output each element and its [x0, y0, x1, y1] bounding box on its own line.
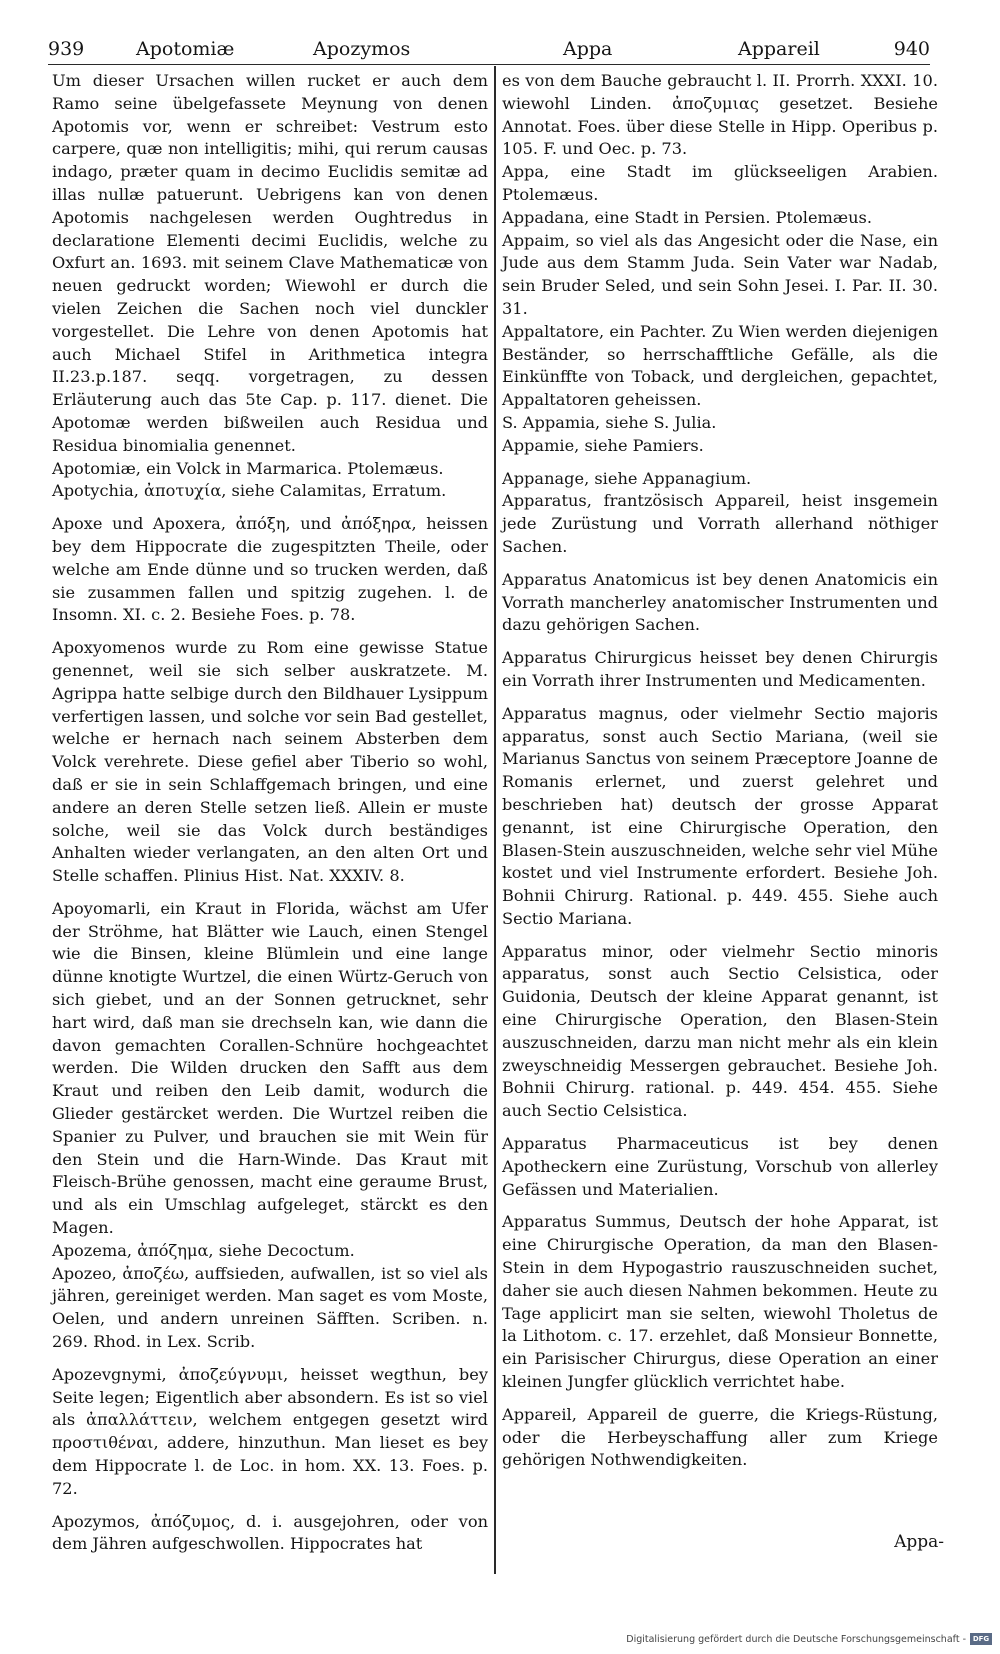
entry-apoxyomenos: Apoxyomenos wurde zu Rom eine gewisse Statue genennet, weil sie sich selber auskratzete. M. Agrippa hatte selbige durch den Bildhauer Lysippum verfertigen lassen, und solche vor sein Bad gestellet, welche er hernach nach seinem Absterben dem Volck verehrete. Diese gefiel aber Tiberio so wohl, daß er sie in sein Schlaffgemach bringen, und eine andere an deren Stelle setzen ließ. Allein er muste solche, weil sie das Volck durch beständiges Anhalten wieder verlangaten, an den alten Ort und Stelle schaffen. Plinius Hist. Nat. XXXIV. 8.	[52, 638, 488, 886]
header-word-left: Apotomiæ	[136, 38, 235, 60]
header-word-right: Appareil	[738, 38, 820, 60]
entry-apozevgnymi: Apozevgnymi, ἀποζεύγνυμι, heisset wegthun, bey Seite legen; Eigentlich aber absondern. Es ist so viel als ἀπαλλάττειν, welchem entgegen gesetzt wird προστιθέναι, addere, hinzuthun. Man lieset es bey dem Hippocrate l. de Loc. in hom. XX. 13. Foes. p. 72.	[52, 1364, 488, 1498]
header-word-center-right: Appa	[563, 38, 613, 60]
catchword: Appa-	[894, 1532, 944, 1552]
page-number-left: 939	[48, 38, 85, 60]
entry-appaim: Appaim, so viel als das Angesicht oder die Nase, ein Jude aus dem Stamm Juda. Sein Vater war Nadab, sein Bruder Seled, und sein Sohn Jesei. I. Par. II. 30. 31.	[502, 230, 938, 318]
entry-apparatus-minor: Apparatus minor, oder vielmehr Sectio minoris apparatus, sonst auch Sectio Celsistica, oder Guidonia, Deutsch der kleine Apparat genannt, ist eine Chirurgische Operation, den Blasen-Stein auszuschneiden, darzu man nicht mehr als ein klein zweyschneidig Messergen gebrauchet. Besiehe Joh. Bohnii Chirurg. rational. p. 449. 454. 455. Siehe auch Sectio Celsistica.	[502, 941, 938, 1121]
entry-apparatus-chirurgicus: Apparatus Chirurgicus heisset bey denen Chirurgis ein Vorrath ihrer Instrumenten und Medicamenten.	[502, 648, 938, 690]
entry-apparatus-pharmaceuticus: Apparatus Pharmaceuticus ist bey denen Apotheckern eine Zurüstung, Vorschub von allerley Gefässen und Materialien.	[502, 1134, 938, 1199]
entry-appanage: Appanage, siehe Appanagium.	[502, 468, 752, 488]
entry-apozema: Apozema, ἀπόζημα, siehe Decoctum.	[52, 1240, 355, 1260]
entry-apotomis-continued: Um dieser Ursachen willen rucket er auch dem Ramo seine übelgefassete Meynung von denen Apotomis vor, wenn er schreibet: Vestrum esto carpere, quæ non intelligitis; mihi, qui rerum causas indago, præter quam in decimo Euclidis semitæ ad illas nullæ patuerunt. Uebrigens kan von denen Apotomis nachgelesen werden Oughtredus in declaratione Elementi decimi Euclidis, welche zu Oxfurt an. 1693. mit seinem Clave Mathematicæ von neuen gedruckt worden; Wiewohl er durch die vielen Zeichen die Sachen noch viel dunckler vorgestellet. Die Lehre von denen Apotomis hat auch Michael Stifel in Arithmetica integra II.23.p.187. seqq. vorgetragen, zu dessen Erläuterung auch das 5te Cap. p. 117. dienet. Die Apotomæ werden bißweilen auch Residua und Residua binomialia genennet.	[52, 71, 488, 455]
entry-appareil: Appareil, Appareil de guerre, die Kriegs-Rüstung, oder die Herbeyschaffung aller zum Kriege gehörigen Nothwendigkeiten.	[502, 1404, 938, 1470]
entry-apotomiae-volck: Apotomiæ, ein Volck in Marmarica. Ptolemæus.	[52, 458, 444, 478]
entry-apozymos-continued: es von dem Bauche gebraucht l. II. Prorrh. XXXI. 10. wiewohl Linden. ἀποζυμιας gesetzet. Besiehe Annotat. Foes. über diese Stelle in Hipp. Operibus p. 105. F. und Oec. p. 73.	[502, 71, 938, 159]
footer-credit: Digitalisierung gefördert durch die Deutsche Forschungsgemeinschaft -	[626, 1634, 966, 1645]
entry-apoyomarli: Apoyomarli, ein Kraut in Florida, wächst am Ufer der Ströhme, hat Blätter wie Lauch, einen Stengel wie die Binsen, kleine Blümlein und eine lange dünne knotigte Wurtzel, die einen Würtz-Geruch von sich giebet, und an der Sonnen getrucknet, sehr hart wird, daß man sie drechseln kan, wie dann die davon gemachten Corallen-Schnüre hochgeachtet werden. Die Wilden drucken den Safft aus dem Kraut und reiben den Leib damit, wodurch die Glieder gestärcket werden. Die Wurtzel reiben die Spanier zu Pulver, und brauchen sie mit Wein für den Stein und die Harn-Winde. Das Kraut mit Fleisch-Brühe genossen, macht eine geraume Brust, und als ein Umschlag aufgeleget, stärckt es den Magen.	[52, 898, 488, 1238]
entry-appamia: S. Appamia, siehe S. Julia.	[502, 412, 717, 432]
entry-apozeo: Apozeo, ἀποζέω, auffsieden, aufwallen, ist so viel als jähren, gereiniget werden. Man saget es vom Moste, Oelen, und andern unreinen Säfften. Scriben. n. 269. Rhod. in Lex. Scrib.	[52, 1263, 488, 1352]
dfg-logo: DFG	[970, 1633, 992, 1645]
entry-apparatus: Apparatus, frantzösisch Appareil, heist insgemein jede Zurüstung und Vorrath allerhand nöthiger Sachen.	[502, 491, 938, 556]
entry-appadana: Appadana, eine Stadt in Persien. Ptolemæus.	[502, 207, 872, 227]
entry-appa: Appa, eine Stadt im glückseeligen Arabien. Ptolemæus.	[502, 162, 938, 204]
left-column	[52, 70, 488, 1556]
entry-apoxe: Apoxe und Apoxera, ἀπόξη, und ἀπόξηρα, heissen bey dem Hippocrate die zugespitzten Theile, oder welche am Ende dünne und so trucken werden, daß sie zusammen fallen und spitzig zugehen. l. de Insomn. XI. c. 2. Besiehe Foes. p. 78.	[52, 514, 488, 625]
page-number-right: 940	[893, 38, 930, 60]
digitization-footer	[0, 1632, 1000, 1652]
column-divider	[494, 66, 496, 1574]
entry-apparatus-anatomicus: Apparatus Anatomicus ist bey denen Anatomicis ein Vorrath mancherley anatomischer Instrumenten und dazu gehörigen Sachen.	[502, 569, 938, 635]
header-rule	[48, 64, 930, 65]
entry-apozymos: Apozymos, ἀπόζυμος, d. i. ausgejohren, oder von dem Jähren aufgeschwollen. Hippocrates hat	[52, 1511, 488, 1554]
header-word-center-left: Apozymos	[313, 38, 411, 60]
running-header	[48, 38, 930, 62]
right-column	[502, 70, 938, 1472]
entry-apotychia: Apotychia, ἀποτυχία, siehe Calamitas, Erratum.	[52, 481, 447, 501]
entry-apparatus-magnus: Apparatus magnus, oder vielmehr Sectio majoris apparatus, sonst auch Sectio Mariana, (weil sie Marianus Sanctus von seinem Præceptore Joanne de Romanis erlernet, und zuerst gelehret und beschrieben hat) deutsch der grosse Apparat genannt, ist eine Chirurgische Operation, den Blasen-Stein auszuschneiden, welche sehr viel Mühe kostet und viel Instrumente erfordert. Besiehe Joh. Bohnii Chirurg. Rational. p. 449. 455. Siehe auch Sectio Mariana.	[502, 703, 938, 928]
entry-appamie: Appamie, siehe Pamiers.	[502, 435, 704, 455]
entry-appaltatore: Appaltatore, ein Pachter. Zu Wien werden diejenigen Beständer, so herrschafftliche Gefälle, als die Einkünffte von Toback, und dergleichen, gepachtet, Appaltatoren geheissen.	[502, 321, 938, 410]
entry-apparatus-summus: Apparatus Summus, Deutsch der hohe Apparat, ist eine Chirurgische Operation, da man den Blasen-Stein in dem Hypogastrio rauszuschneiden suchet, daher sie auch diesen Nahmen bekommen. Heute zu Tage applicirt man sie selten, wiewohl Tholetus de la Lithotom. c. 17. erzehlet, daß Monsieur Bonnette, ein Parisischer Chirurgus, diese Operation an einer kleinen Jungfer glücklich verrichtet habe.	[502, 1212, 938, 1392]
